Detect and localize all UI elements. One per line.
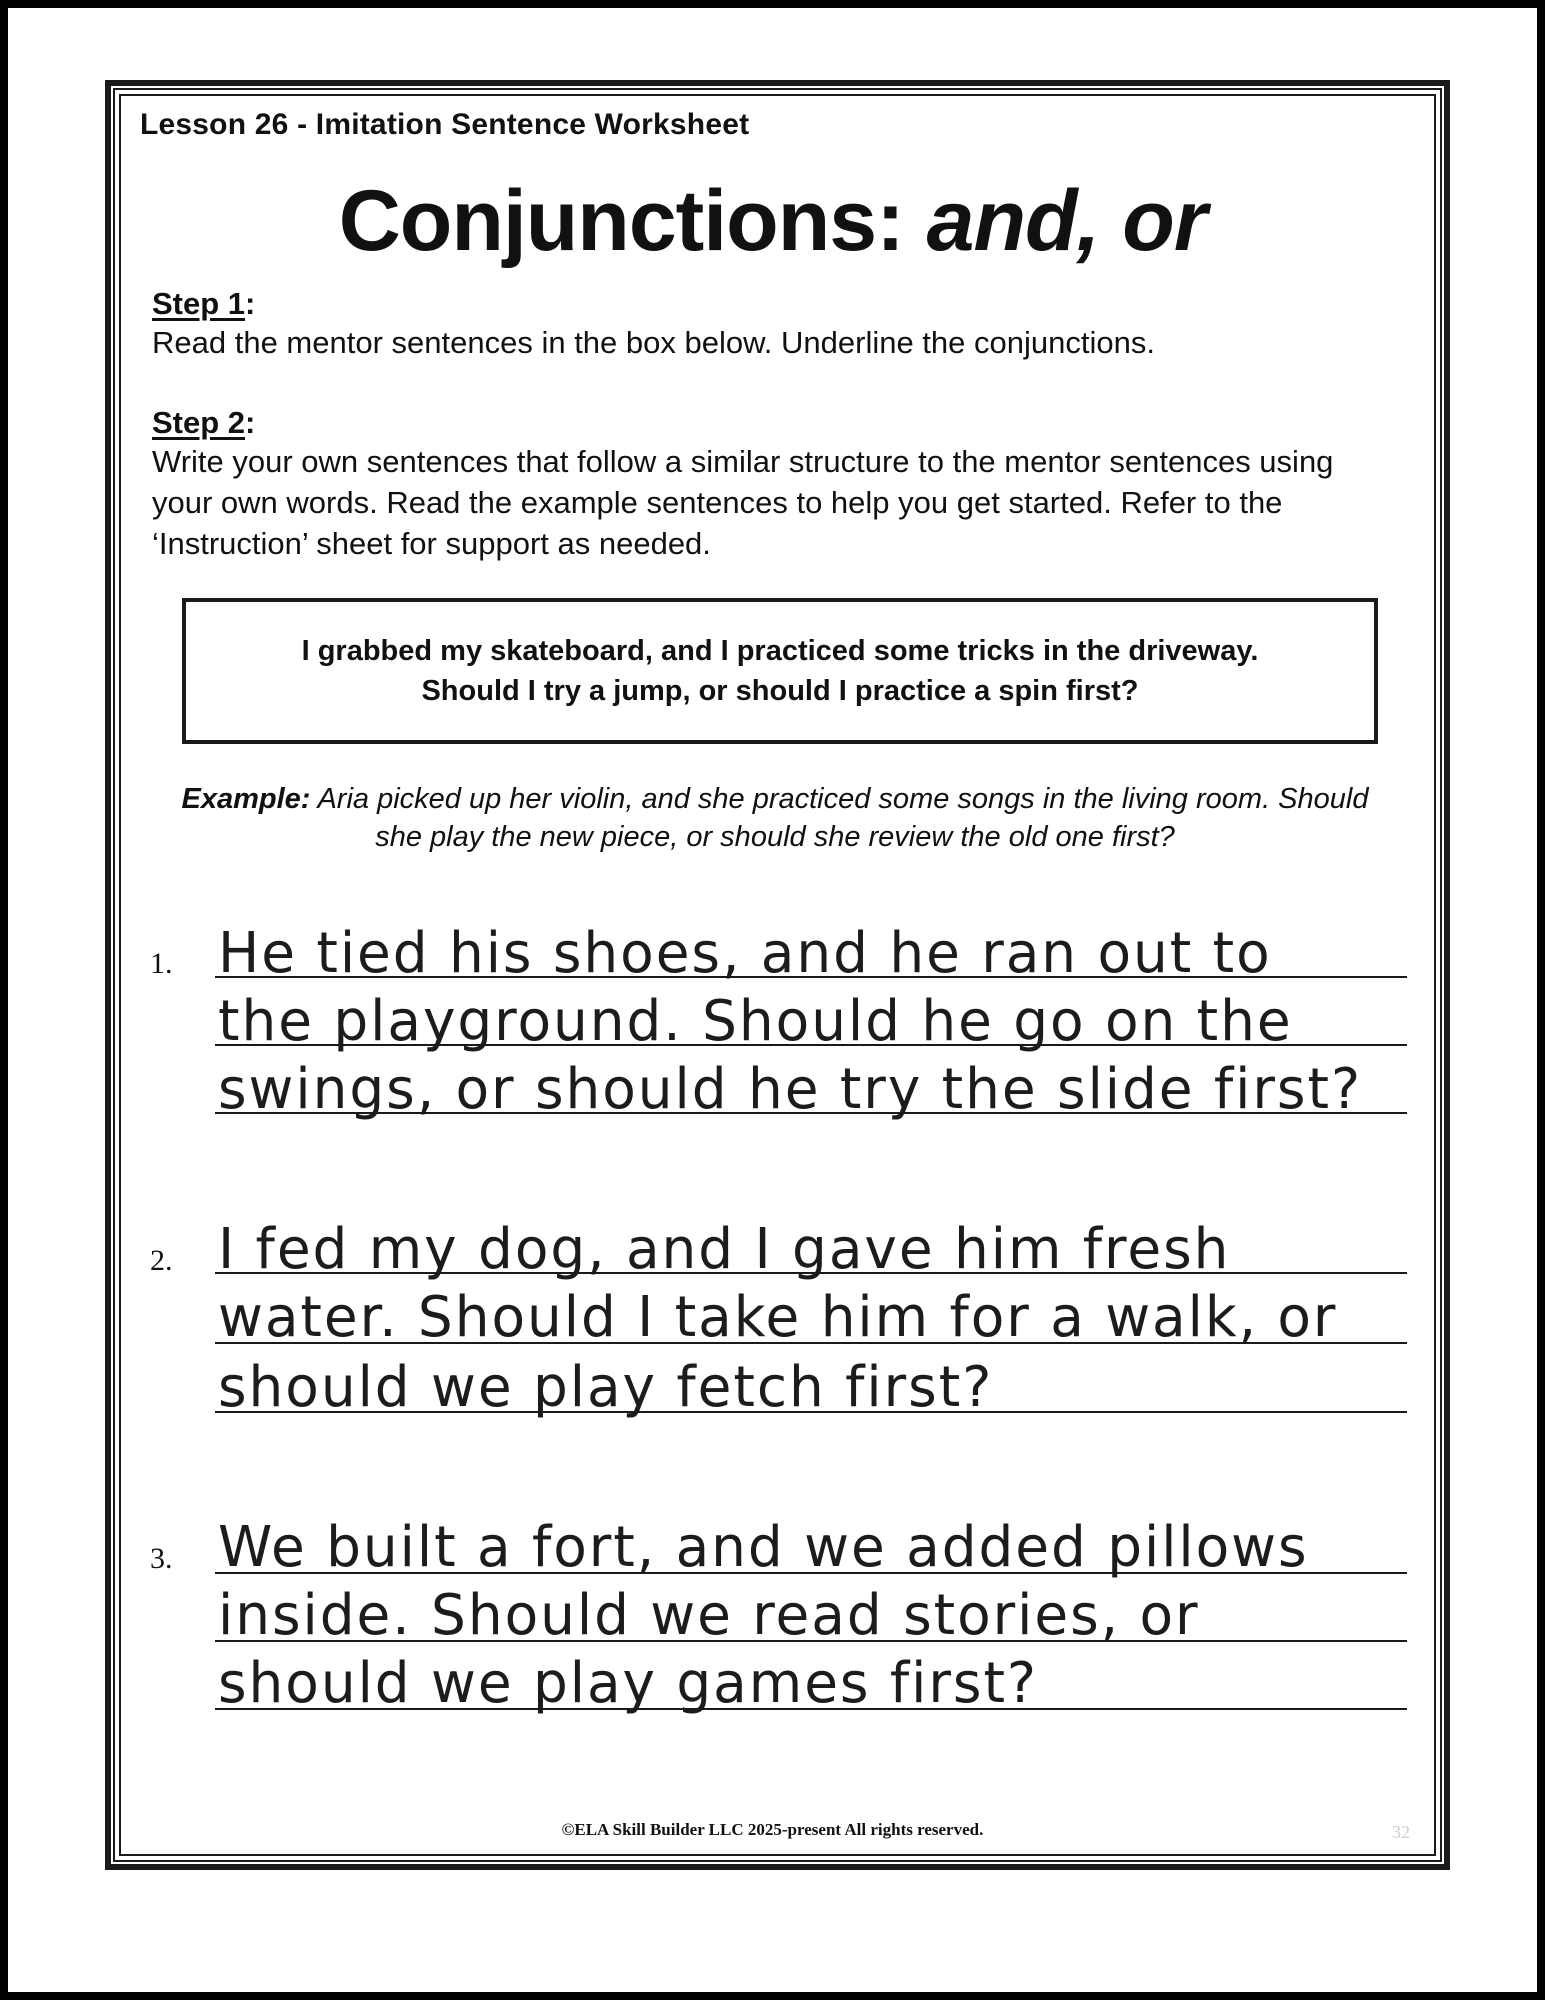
answer-1-writing-line-3 (215, 1112, 1407, 1114)
example-text: Aria picked up her violin, and she practiced some songs in the living room. Should she play the new piece, or should she review the old one first? (317, 783, 1369, 853)
answer-3-line-2[interactable]: inside. Should we read stories, or (218, 1583, 1200, 1648)
answer-3-line-1[interactable]: We built a fort, and we added pillows (218, 1515, 1309, 1580)
answer-1-writing-line-2 (215, 1044, 1407, 1046)
answer-2-line-3[interactable]: should we play fetch first? (218, 1355, 994, 1420)
step-1-text: Read the mentor sentences in the box below. Underline the conjunctions. (152, 325, 1155, 360)
answer-3-writing-line-1 (215, 1572, 1407, 1574)
answer-3-writing-line-2 (215, 1640, 1407, 1642)
answer-2-writing-line-1 (215, 1272, 1407, 1274)
page-number: 32 (1392, 1822, 1410, 1842)
answer-1-line-3[interactable]: swings, or should he try the slide first? (218, 1057, 1363, 1122)
step-2-text: Write your own sentences that follow a similar structure to the mentor sentences using your own words. Read the example sentences to help you get started. Refer to the ‘Instruction’ sheet for support as needed. (152, 444, 1334, 561)
answer-2-writing-line-2 (215, 1342, 1407, 1344)
answer-3-line-3[interactable]: should we play games first? (218, 1651, 1039, 1716)
example-label: Example: (181, 783, 311, 815)
answer-2-number: 2. (150, 1244, 173, 1277)
answer-3-writing-line-3 (215, 1708, 1407, 1710)
answer-1-writing-line-1 (215, 976, 1407, 978)
page-title (0, 172, 1545, 271)
answer-1-line-1[interactable]: He tied his shoes, and he ran out to (218, 921, 1272, 986)
answer-2-line-1[interactable]: I fed my dog, and I gave him fresh (218, 1217, 1231, 1282)
mentor-sentence-2: Should I try a jump, or should I practice a spin first? (421, 675, 1139, 707)
step-1-label: Step 1: (152, 286, 256, 321)
answer-1-line-2[interactable]: the playground. Should he go on the (218, 989, 1293, 1054)
mentor-sentence-1: I grabbed my skateboard, and I practiced some tricks in the driveway. (301, 635, 1259, 667)
step-2-label-text: Step 2 (152, 405, 246, 440)
answer-3-number: 3. (150, 1542, 173, 1575)
title-main: Conjunctions: (338, 173, 904, 269)
mentor-sentences-box (182, 598, 1378, 744)
step-1-label-text: Step 1 (152, 286, 246, 321)
example-sentences (160, 780, 1390, 856)
answer-2-line-2[interactable]: water. Should I take him for a walk, or (218, 1285, 1338, 1350)
answer-1-number: 1. (150, 947, 173, 980)
answer-2-writing-line-3 (215, 1411, 1407, 1413)
title-conjunctions: and, or (926, 173, 1207, 269)
step-2-label: Step 2: (152, 405, 256, 440)
copyright-footer: ©ELA Skill Builder LLC 2025-present All rights reserved. (561, 1820, 984, 1839)
lesson-label: Lesson 26 - Imitation Sentence Worksheet (140, 108, 750, 141)
